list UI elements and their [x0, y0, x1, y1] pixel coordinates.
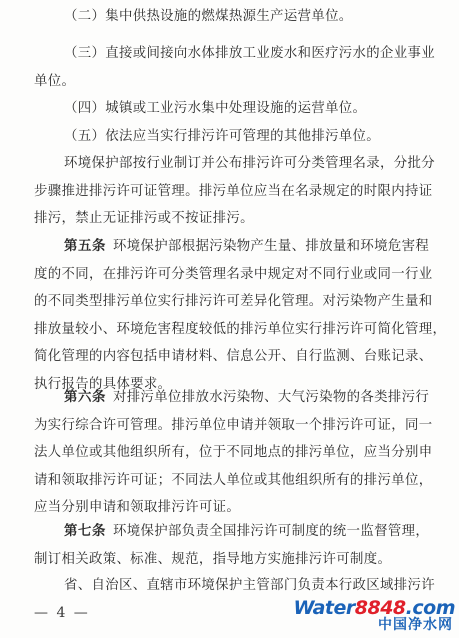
text-line: （二）集中供热设施的燃煤热源生产运营单位。 — [64, 9, 353, 24]
text-line: 步骤推进排污许可证管理。排污单位应当在名录规定的时限内持证 — [34, 183, 433, 199]
text-line: 制订相关政策、标准、规范，指导地方实施排污许可制度。 — [34, 551, 392, 567]
article-heading: 第七条 — [64, 524, 106, 539]
text-line: （五）依法应当实行排污许可管理的其他排污单位。 — [64, 129, 381, 144]
watermark-brand-blue: Water — [293, 597, 355, 619]
text-line: 省、自治区、直辖市环境保护主管部门负责本行政区域排污许 — [64, 578, 435, 593]
text-line: 环境保护部按行业制订并公布排污许可分类管理名录，分批分 — [64, 156, 435, 171]
text-line — [34, 233, 446, 261]
list-item-two — [64, 3, 353, 31]
article-five — [34, 233, 446, 398]
list-item-four — [64, 95, 366, 123]
article-text: 环境保护部根据污染物产生量、排放量和环境危害程 — [113, 239, 430, 254]
text-line: 为实行综合许可管理。排污单位申请并领取一个排污许可证，同一 — [34, 417, 433, 433]
text-line: 请和领取排污许可证；不同法人单位或其他组织所有的排污单位， — [34, 472, 433, 488]
classification-paragraph — [34, 150, 435, 233]
provincial-paragraph — [64, 572, 435, 600]
watermark-brand-red: 8848 — [354, 597, 406, 619]
text-line: （三）直接或间接向水体排放工业废水和医疗污水的企业事业 — [64, 46, 435, 61]
watermark-logo — [293, 597, 455, 634]
text-line: 简化管理的内容包括申请材料、信息公开、自行监测、台账记录、 — [34, 349, 433, 364]
watermark-subtitle: 中国净水网 — [378, 617, 453, 633]
watermark-brand — [293, 598, 455, 618]
article-six — [34, 384, 432, 522]
article-text: 环境保护部负责全国排污许可制度的统一监督管理， — [113, 524, 430, 539]
list-item-three — [34, 40, 435, 95]
text-line: （四）城镇或工业污水集中处理设施的运营单位。 — [64, 101, 367, 116]
text-line — [34, 384, 432, 412]
text-line: 单位。 — [34, 73, 76, 89]
page-number: — 4 — — [34, 605, 90, 621]
article-heading: 第五条 — [64, 239, 106, 254]
text-line: 度的不同，在排污许可分类管理名录中规定对不同行业或同一行业 — [34, 266, 433, 282]
article-seven — [34, 518, 429, 573]
text-line: 排污，禁止无证排污或不按证排污。 — [34, 211, 254, 226]
list-item-five — [64, 123, 380, 151]
article-text: 对排污单位排放水污染物、大气污染物的各类排污行 — [113, 390, 430, 405]
text-line: 的不同类型排污单位实行排污许可差异化管理。对污染物产生量和 — [34, 294, 433, 309]
watermark-brand-suffix: .com — [405, 597, 455, 619]
text-line: 执行报告的具体要求。 — [34, 376, 172, 392]
text-line — [34, 518, 429, 546]
text-line: 法人单位或其他组织所有，位于不同地点的排污单位，应当分别申 — [34, 445, 433, 460]
text-line: 应当分别申请和领取排污许可证。 — [34, 500, 241, 515]
text-line: 排放量较小、环境危害程度较低的排污单位实行排污许可简化管理， — [34, 321, 447, 337]
article-heading: 第六条 — [64, 390, 106, 405]
